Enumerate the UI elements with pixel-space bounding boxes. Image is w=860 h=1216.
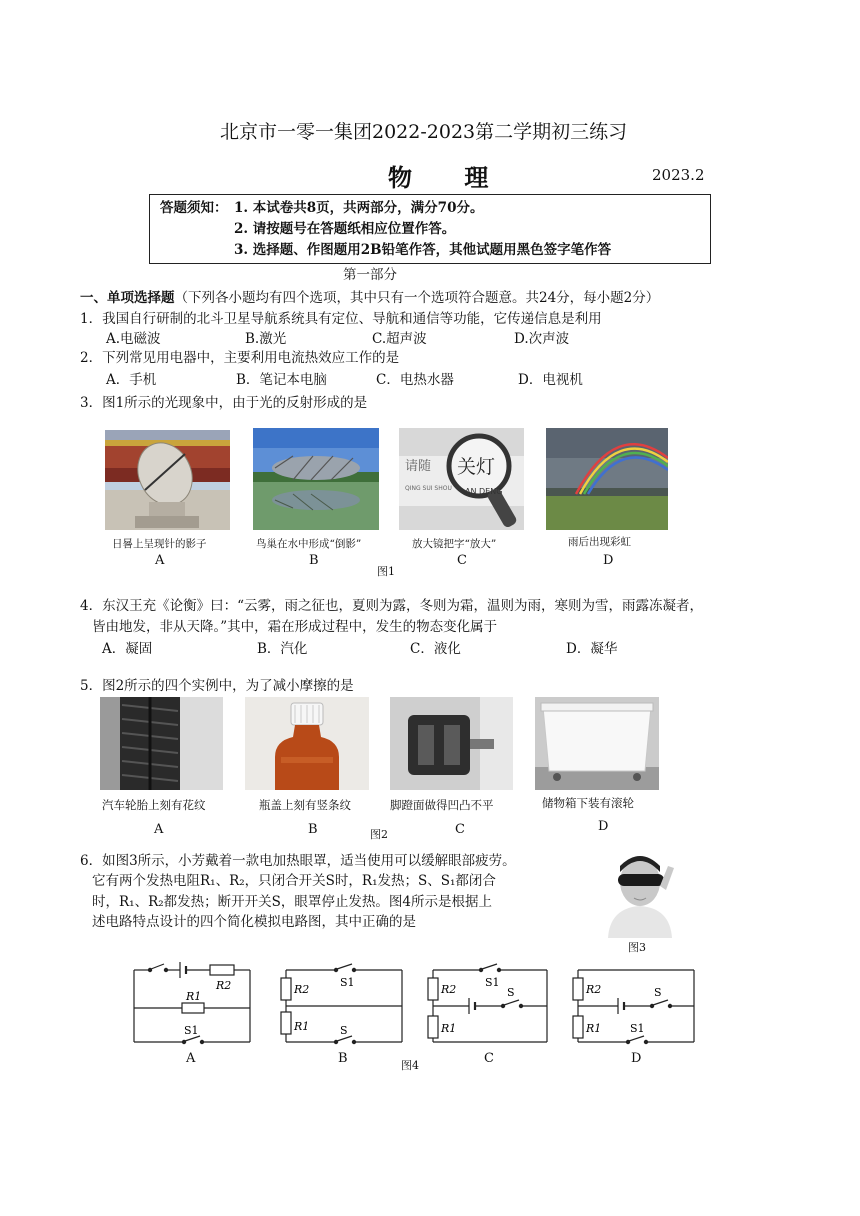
q3-caption-b: 鸟巢在水中形成“倒影”: [256, 538, 362, 550]
q5-letter-b: B: [308, 822, 318, 837]
q5-caption-c: 脚蹬面做得凹凸不平: [390, 798, 494, 812]
svg-text:AN DENG: AN DENG: [465, 487, 503, 496]
svg-text:R1: R1: [186, 990, 202, 1003]
q4-option-b: B．汽化: [257, 641, 308, 657]
q5-caption-a: 汽车轮胎上刻有花纹: [102, 798, 206, 812]
part-title: 第一部分: [343, 267, 397, 283]
q3-caption-a: 日晷上呈现针的影子: [112, 538, 207, 550]
q3-letter-c: C: [457, 553, 467, 568]
circuit-c: [425, 960, 553, 1046]
q5-caption-d: 储物箱下装有滚轮: [542, 796, 634, 810]
subject-title: 物 理: [388, 163, 511, 192]
svg-text:R1: R1: [586, 1022, 602, 1035]
q2-option-c: C．电热水器: [376, 372, 454, 388]
svg-text:R2: R2: [294, 983, 310, 996]
q5-letter-a: A: [154, 822, 164, 837]
eye-mask-image: [596, 846, 686, 938]
pedal-image: [390, 697, 513, 790]
svg-text:S: S: [654, 986, 662, 999]
q2-option-d: D．电视机: [518, 372, 583, 388]
q6-letter-c: C: [484, 1051, 494, 1066]
bottle-image: [245, 697, 369, 790]
exam-title: 北京市一零一集团2022-2023第二学期初三练习: [220, 121, 628, 143]
q4-option-c: C．液化: [410, 641, 461, 657]
q1-option-b: B.激光: [245, 331, 287, 347]
svg-text:关灯: 关灯: [457, 456, 496, 478]
q6-letter-b: B: [338, 1051, 348, 1066]
svg-text:R1: R1: [294, 1020, 310, 1033]
svg-text:S1: S1: [630, 1022, 645, 1035]
q4-option-d: D．凝华: [566, 641, 618, 657]
q4-line-1: 4．东汉王充《论衡》曰：“云雾，雨之征也，夏则为露，冬则为霜，温则为雨，寒则为雪，雨露冻凝者，: [80, 598, 703, 614]
q3-caption-c: 放大镜把字“放大”: [412, 538, 497, 550]
circuit-d: [570, 960, 700, 1046]
figure-4-label: 图4: [401, 1059, 419, 1072]
circuit-b: [278, 960, 408, 1046]
notice-item-1: 1. 本试卷共8页，共两部分，满分70分。: [234, 200, 484, 216]
notice-item-3: 3. 选择题、作图题用2B铅笔作答，其他试题用黑色签字笔作答: [234, 242, 612, 258]
rainbow-image: [546, 428, 668, 530]
q1-option-a: A.电磁波: [106, 331, 161, 347]
svg-text:S1: S1: [340, 976, 355, 989]
svg-text:R2: R2: [586, 983, 602, 996]
q4-option-a: A．凝固: [102, 641, 153, 657]
section-note: （下列各小题均有四个选项，其中只有一个选项符合题意。共24分，每小题2分）: [174, 290, 660, 306]
svg-text:R1: R1: [441, 1022, 457, 1035]
sundial-image: [105, 430, 230, 530]
q5-stem: 5．图2所示的四个实例中，为了减小摩擦的是: [80, 678, 354, 694]
q2-option-b: B．笔记本电脑: [236, 372, 327, 388]
tire-image: [100, 697, 223, 790]
q1-option-c: C.超声波: [372, 331, 427, 347]
svg-text:R2: R2: [441, 983, 457, 996]
q5-letter-d: D: [598, 819, 609, 834]
q3-letter-b: B: [309, 553, 319, 568]
q2-option-a: A．手机: [106, 372, 157, 388]
svg-text:S: S: [507, 986, 515, 999]
section-heading: [80, 288, 659, 308]
birds-nest-image: [253, 428, 379, 530]
svg-text:S1: S1: [485, 976, 500, 989]
notice-box: [149, 194, 711, 264]
section-heading-label: 一、单项选择题: [80, 290, 175, 306]
exam-date: 2023.2: [652, 166, 705, 184]
storage-bin-image: [535, 697, 659, 790]
q5-caption-b: 瓶盖上刻有竖条纹: [259, 798, 351, 812]
svg-text:S: S: [340, 1024, 348, 1037]
svg-text:S1: S1: [184, 1024, 199, 1037]
q6-line-4: 述电路特点设计的四个简化模拟电路图，其中正确的是: [92, 914, 416, 930]
q6-letter-d: D: [631, 1051, 642, 1066]
q3-caption-d: 雨后出现彩虹: [568, 536, 631, 548]
q5-letter-c: C: [455, 822, 465, 837]
notice-label: 答题须知：: [160, 200, 228, 216]
magnifier-image: [399, 428, 524, 530]
q6-line-2: 它有两个发热电阻R₁、R₂，只闭合开关S时，R₁发热；S、S₁都闭合: [92, 873, 496, 889]
notice-item-2: 2. 请按题号在答题纸相应位置作答。: [234, 221, 456, 237]
q2-stem: 2．下列常见用电器中，主要利用电流热效应工作的是: [80, 350, 400, 366]
q1-stem: 1．我国自行研制的北斗卫星导航系统具有定位、导航和通信等功能，它传递信息是利用: [80, 311, 602, 327]
q6-line-1: 6．如图3所示，小芳戴着一款电加热眼罩，适当使用可以缓解眼部疲劳。: [80, 853, 516, 869]
svg-text:QING SUI SHOU: QING SUI SHOU: [405, 485, 452, 492]
q3-letter-a: A: [155, 553, 165, 568]
figure-3-label: 图3: [628, 941, 646, 954]
q1-option-d: D.次声波: [514, 331, 570, 347]
q3-stem: 3．图1所示的光现象中，由于光的反射形成的是: [80, 395, 368, 411]
q6-line-3: 时，R₁、R₂都发热；断开开关S，眼罩停止发热。图4所示是根据上: [92, 894, 492, 910]
svg-text:请随: 请随: [405, 459, 432, 474]
q6-letter-a: A: [186, 1051, 196, 1066]
svg-text:R2: R2: [216, 979, 232, 992]
q4-line-2: 皆由地发，非从天降。”其中，霜在形成过程中，发生的物态变化属于: [92, 619, 498, 635]
figure-2-label: 图2: [370, 828, 388, 841]
figure-1-label: 图1: [377, 565, 395, 578]
q3-letter-d: D: [603, 553, 614, 568]
circuit-a: [130, 956, 255, 1046]
